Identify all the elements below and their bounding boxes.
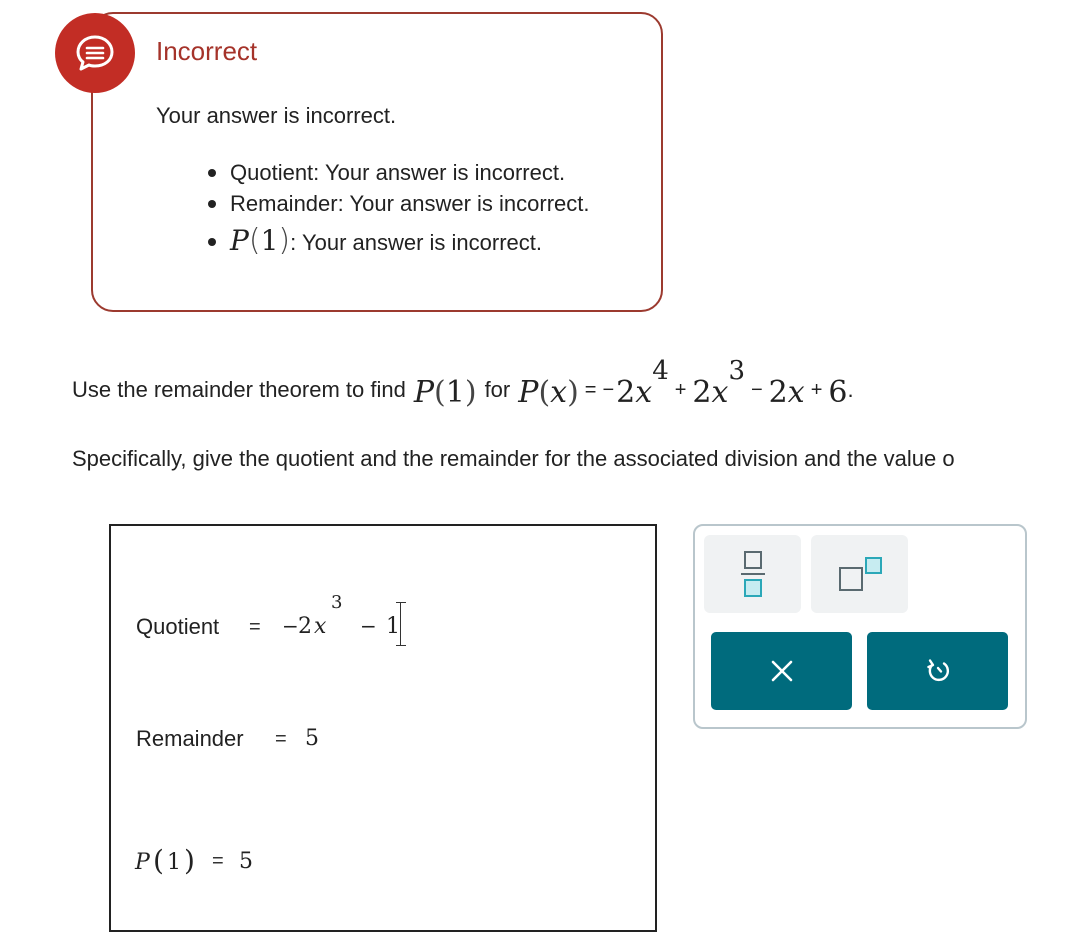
undo-icon	[924, 657, 952, 685]
feedback-title: Incorrect	[156, 36, 258, 66]
quotient-minus: −	[360, 614, 377, 638]
quotient-neg: −	[282, 614, 299, 638]
close-icon	[769, 658, 795, 684]
math-arg: 1	[445, 375, 465, 410]
quotient-var: x	[314, 614, 327, 639]
feedback-item-label: Remainder	[230, 191, 338, 216]
math-function-p: P	[413, 375, 435, 410]
feedback-item-text: Your answer is incorrect.	[325, 160, 566, 185]
term-coef: 2	[768, 375, 788, 410]
instruction-text: Specifically, give the quotient and the remainder for the associated division and the value o	[72, 446, 955, 471]
math-toolbar	[693, 524, 1027, 729]
remainder-label: Remainder	[136, 726, 244, 751]
plus-sign: +	[810, 379, 823, 401]
feedback-item-separator: :	[313, 160, 320, 185]
remainder-equals: =	[275, 728, 287, 750]
paren-close: )	[184, 844, 195, 877]
quotient-label: Quotient	[136, 614, 220, 639]
quotient-const: 1	[386, 614, 400, 639]
quotient-equals: =	[249, 616, 261, 638]
feedback-item-separator: :	[290, 230, 297, 255]
equals-sign: =	[584, 379, 597, 401]
feedback-message: Your answer is incorrect.	[156, 103, 397, 128]
p-function-label: P	[135, 850, 150, 875]
text-cursor	[400, 602, 410, 646]
term-const: 6	[828, 375, 848, 410]
term-var: x	[635, 375, 653, 410]
paren-close: )	[278, 223, 291, 258]
paren-open: (	[153, 844, 164, 877]
answer-area	[109, 524, 657, 932]
minus-sign: −	[602, 379, 615, 401]
prompt-for: for	[484, 377, 511, 402]
p-arg: 1	[167, 850, 181, 875]
paren-open: (	[538, 375, 551, 410]
bullet	[208, 238, 216, 246]
math-function-p: P	[518, 375, 539, 410]
minus-sign: −	[750, 379, 763, 401]
term-var: x	[787, 375, 805, 410]
question-prompt	[72, 352, 854, 408]
term-exponent: 4	[652, 356, 669, 386]
feedback-item-quotient	[205, 157, 590, 188]
paren-open: (	[248, 223, 261, 258]
prompt-lead: Use the remainder theorem to find	[72, 377, 406, 402]
term-exponent: 3	[728, 356, 745, 386]
p-value: 5	[239, 849, 253, 874]
feedback-item-separator: :	[337, 191, 344, 216]
quotient-coef: 2	[298, 614, 312, 639]
fraction-icon	[738, 548, 768, 600]
bullet	[208, 169, 216, 177]
remainder-value: 5	[305, 726, 319, 751]
remainder-input[interactable]	[301, 718, 361, 758]
quotient-exponent: 3	[331, 592, 343, 613]
math-arg: 1	[260, 224, 279, 257]
plus-sign: +	[674, 379, 687, 401]
term-coef: 2	[692, 375, 712, 410]
p-of-1-input[interactable]	[235, 840, 295, 880]
feedback-badge	[55, 13, 135, 93]
feedback-item-text: Your answer is incorrect.	[301, 230, 543, 255]
bullet	[208, 200, 216, 208]
clear-button[interactable]	[711, 632, 852, 710]
math-function-p: P	[230, 224, 249, 257]
paren-close: )	[464, 375, 477, 410]
undo-button[interactable]	[867, 632, 1008, 710]
feedback-item-remainder	[205, 188, 590, 219]
paren-close: )	[567, 375, 579, 410]
feedback-item-label: Quotient	[230, 160, 314, 185]
term-var: x	[711, 375, 729, 410]
fraction-button[interactable]	[704, 535, 801, 613]
exponent-button[interactable]	[811, 535, 908, 613]
feedback-item-p-of-1	[205, 219, 590, 263]
feedback-list	[205, 157, 590, 263]
chat-bubble-icon	[74, 32, 116, 74]
p-equals: =	[212, 850, 224, 872]
feedback-item-text: Your answer is incorrect.	[349, 191, 590, 216]
quotient-input[interactable]	[276, 588, 416, 652]
math-var: x	[550, 375, 568, 410]
term-coef: 2	[616, 375, 636, 410]
paren-open: (	[434, 375, 446, 410]
exponent-icon	[834, 554, 886, 594]
period: .	[847, 377, 854, 402]
